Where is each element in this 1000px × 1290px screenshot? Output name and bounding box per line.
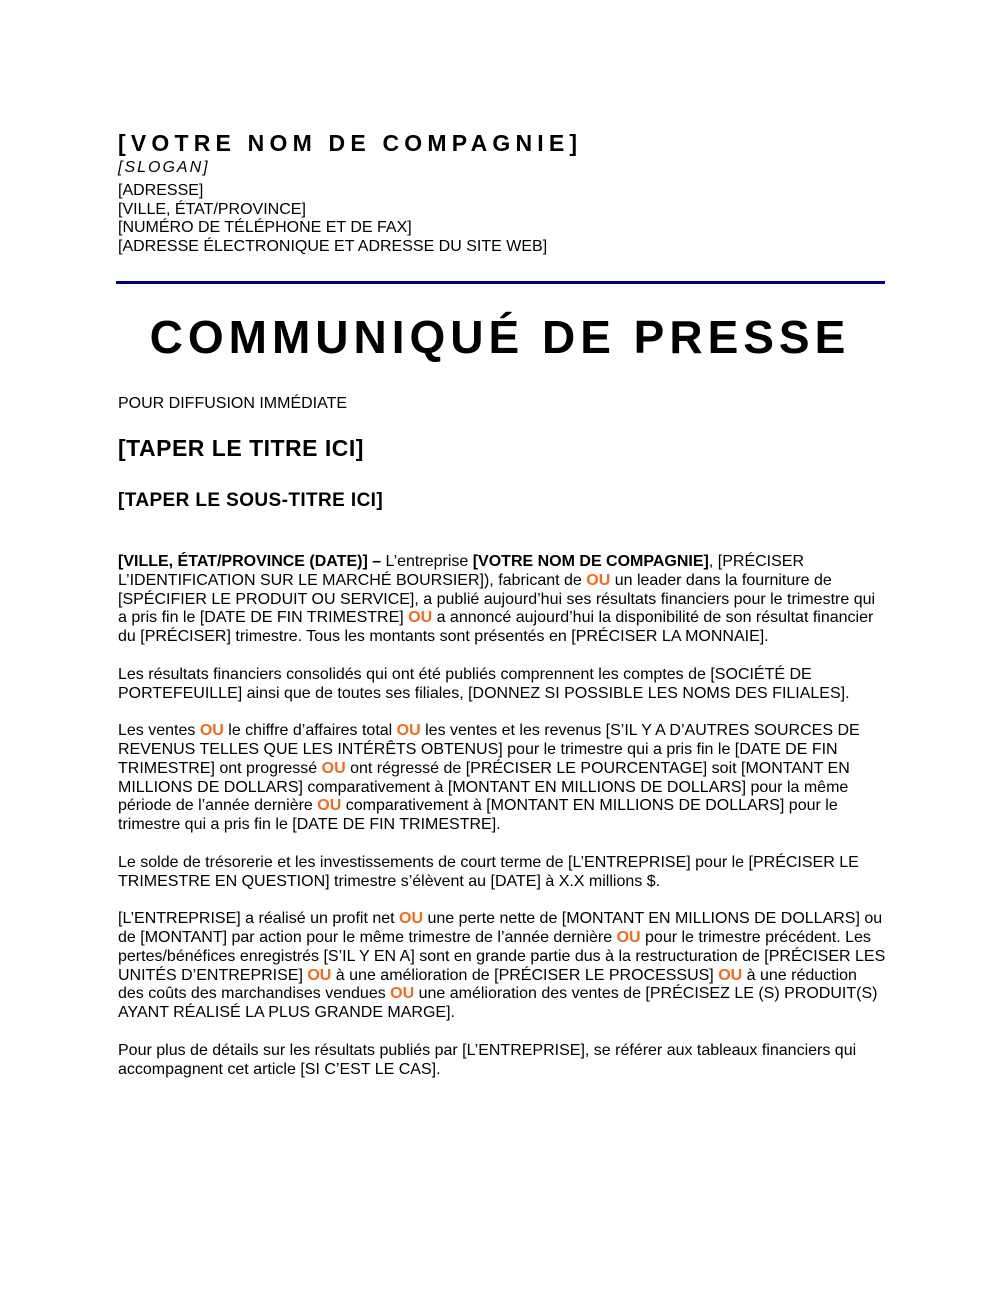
alternative-marker: OU <box>718 966 743 984</box>
subheadline: [TAPER LE SOUS-TITRE ICI] <box>118 490 384 511</box>
alternative-marker: OU <box>390 985 415 1003</box>
alternative-marker: OU <box>317 797 342 815</box>
release-notice: POUR DIFFUSION IMMÉDIATE <box>118 395 348 412</box>
phone-fax-line: [NUMÉRO DE TÉLÉPHONE ET DE FAX] <box>118 219 412 237</box>
alternative-marker: OU <box>396 722 421 740</box>
text-segment: , [PRÉCISER L’IDENTIFICATION SUR LE MARCHÉ BOURSIER]), fabricant de <box>118 553 805 589</box>
paragraph <box>118 666 886 704</box>
body-text <box>118 553 886 1098</box>
paragraph <box>118 1042 886 1080</box>
text-segment: [L’ENTREPRISE] a réalisé un profit net <box>118 910 400 928</box>
text-segment: une perte nette de [MONTANT EN MILLIONS DE DOLLARS] ou de [MONTANT] par action pour le même trimestre de l’année dernière <box>118 910 883 946</box>
text-segment: ont régressé de [PRÉCISER LE POURCENTAGE] soit [MONTANT EN MILLIONS DE DOLLARS] comparativement à [MONTANT EN MILLIONS DE DOLLARS] pour la même période de l’année dernière <box>118 759 850 815</box>
text-segment: comparativement à [MONTANT EN MILLIONS DE DOLLARS] pour le trimestre qui a pris fin le [DATE DE FIN TRIMESTRE]. <box>118 797 838 834</box>
address-line: [ADRESSE] <box>118 182 204 199</box>
headline: [TAPER LE TITRE ICI] <box>118 435 364 461</box>
text-segment: pour le trimestre précédent. Les pertes/bénéfices enregistrés [S’IL Y EN A] sont en grande partie dus à la restructuration de [PRÉCISER LES UNITÉS D’ENTREPRISE] <box>118 928 886 984</box>
city-line: [VILLE, ÉTAT/PROVINCE] <box>118 200 306 218</box>
bold-text: [VILLE, ÉTAT/PROVINCE (DATE)] – <box>118 553 382 570</box>
alternative-marker: OU <box>408 609 433 627</box>
bold-text: [VOTRE NOM DE COMPAGNIE] <box>472 553 709 570</box>
text-segment: le chiffre d’affaires total <box>223 722 397 740</box>
page-title: COMMUNIQUÉ DE PRESSE <box>149 311 851 363</box>
address-block <box>118 182 547 257</box>
text-segment: L’entreprise <box>381 553 473 570</box>
text-segment: un leader dans la fourniture de [SPÉCIFIER LE PRODUIT OU SERVICE], a publié aujourd’hui ses résultats financiers pour le trimestre qui a pris fin le [DATE DE FIN TRIMESTRE] <box>118 571 876 627</box>
header-divider <box>116 281 885 284</box>
paragraph <box>118 910 886 1023</box>
text-segment: à une amélioration de [PRÉCISER LE PROCESSUS] <box>331 966 719 984</box>
paragraph <box>118 553 886 647</box>
paragraph <box>118 722 886 835</box>
text-segment: a annoncé aujourd’hui la disponibilité de son résultat financier du [PRÉCISER] trimestre. Tous les montants sont présentés en [PRÉCISER LA MONNAIE]. <box>118 609 874 646</box>
text-segment: une amélioration des ventes de [PRÉCISEZ LE (S) PRODUIT(S) AYANT RÉALISÉ LA PLUS GRANDE MARGE]. <box>118 985 878 1022</box>
alternative-marker: OU <box>399 910 424 928</box>
alternative-marker: OU <box>307 966 332 984</box>
text-segment: les ventes et les revenus [S’IL Y A D’AUTRES SOURCES DE REVENUS TELLES QUE LES INTÉRÊTS OBTENUS] pour le trimestre qui a pris fin le [DATE DE FIN TRIMESTRE] ont progressé <box>118 722 860 777</box>
email-web-line: [ADRESSE ÉLECTRONIQUE ET ADRESSE DU SITE WEB] <box>118 238 548 256</box>
text-segment: à une réduction des coûts des marchandises vendues <box>118 966 857 1003</box>
alternative-marker: OU <box>586 571 611 589</box>
text-segment: Les ventes <box>118 722 200 740</box>
text-segment: Pour plus de détails sur les résultats publiés par [L’ENTREPRISE], se référer aux tableaux financiers qui accompagnent cet article [SI C’EST LE CAS]. <box>118 1041 857 1078</box>
alternative-marker: OU <box>321 759 346 777</box>
paragraph <box>118 854 886 892</box>
text-segment: Le solde de trésorerie et les investissements de court terme de [L’ENTREPRISE] pour le [PRÉCISER LE TRIMESTRE EN QUESTION] trimestre s’élèvent au [DATE] à X.X millions $. <box>118 853 859 890</box>
alternative-marker: OU <box>616 928 641 946</box>
alternative-marker: OU <box>199 722 224 740</box>
slogan: [SLOGAN] <box>118 159 210 176</box>
company-name: [VOTRE NOM DE COMPAGNIE] <box>118 130 583 156</box>
text-segment: Les résultats financiers consolidés qui ont été publiés comprennent les comptes de [SOCIÉTÉ DE PORTEFEUILLE] ainsi que de toutes ses filiales, [DONNEZ SI POSSIBLE LES NOMS DES FILIALES]. <box>118 665 850 702</box>
